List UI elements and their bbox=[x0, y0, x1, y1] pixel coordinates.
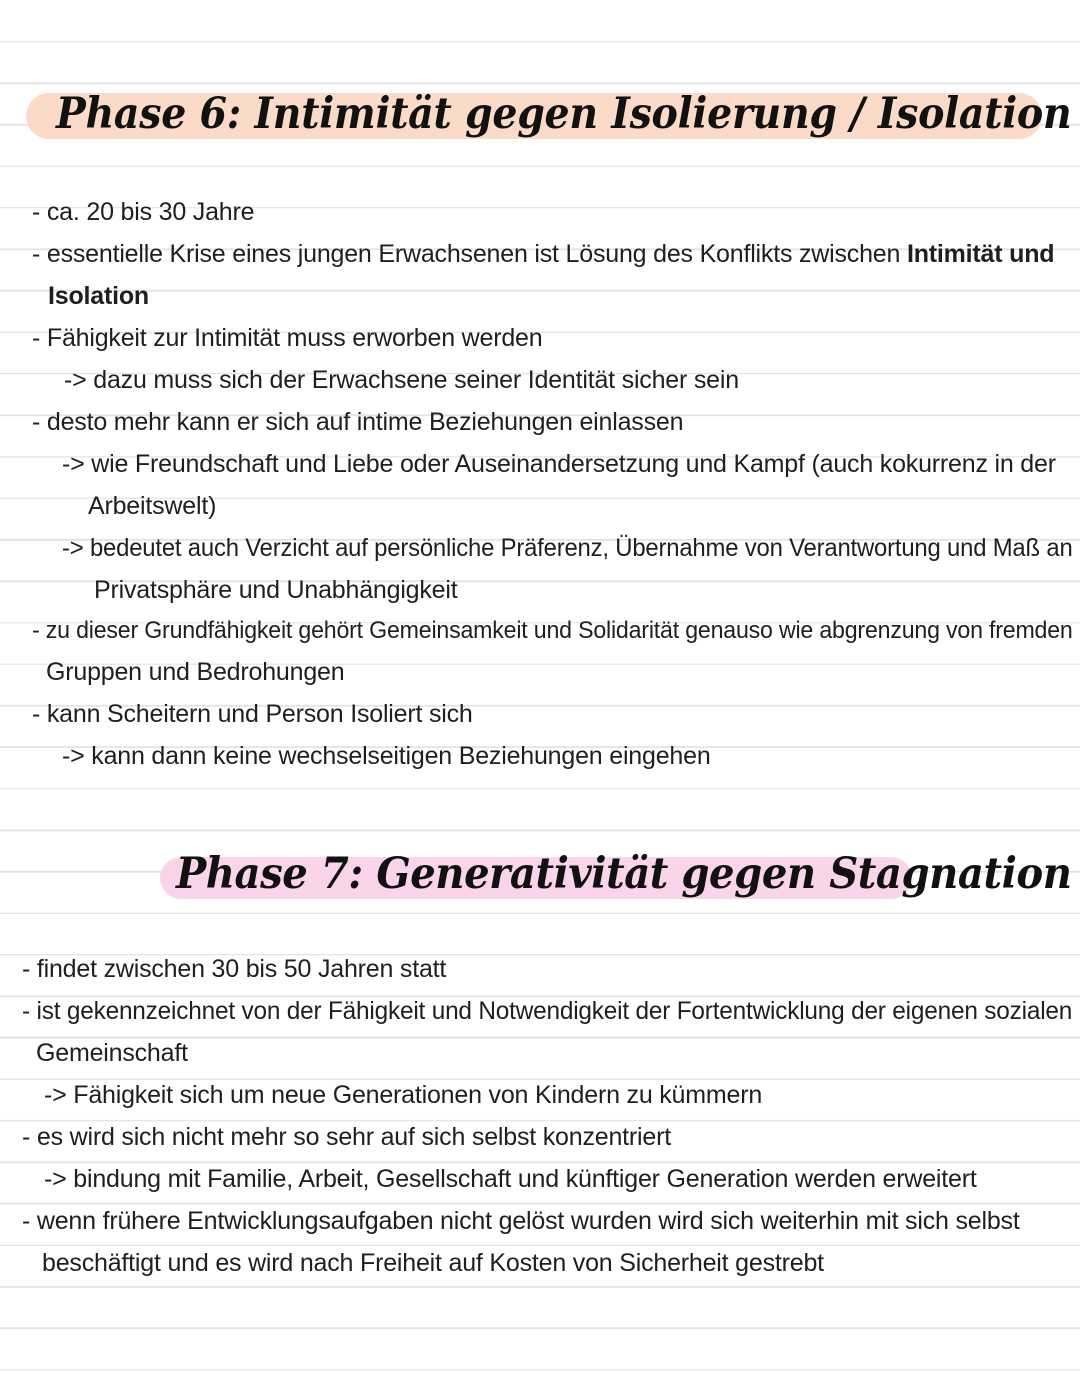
phase6-line-13: - kann Scheitern und Person Isoliert sich bbox=[32, 700, 473, 728]
phase7-line-7: - wenn frühere Entwicklungsaufgaben nicht gelöst wurden wird sich weiterhin mit sich selbst bbox=[22, 1207, 1020, 1235]
phase7-line-3: Gemeinschaft bbox=[36, 1039, 188, 1067]
phase6-line-5: -> dazu muss sich der Erwachsene seiner Identität sicher sein bbox=[64, 366, 739, 394]
phase6-title: Phase 6: Intimität gegen Isolierung / Isolation bbox=[56, 89, 1072, 139]
phase6-line-2-text: - essentielle Krise eines jungen Erwachsenen ist Lösung des Konflikts zwischen bbox=[32, 240, 907, 268]
phase7-line-8: beschäftigt und es wird nach Freiheit auf Kosten von Sicherheit gestrebt bbox=[42, 1249, 824, 1277]
phase6-line-1: - ca. 20 bis 30 Jahre bbox=[32, 198, 255, 226]
phase6-bold-text: Intimität und bbox=[906, 240, 1055, 268]
phase7-line-6: -> bindung mit Familie, Arbeit, Gesellschaft und künftiger Generation werden erweitert bbox=[44, 1165, 977, 1193]
phase7-line-4: -> Fähigkeit sich um neue Generationen von Kindern zu kümmern bbox=[44, 1081, 763, 1109]
phase6-line-11: - zu dieser Grundfähigkeit gehört Gemeinsamkeit und Solidarität genauso wie abgrenzung von fremden bbox=[32, 617, 1073, 644]
phase7-line-1: - findet zwischen 30 bis 50 Jahren statt bbox=[22, 955, 447, 983]
phase6-line-2 bbox=[32, 240, 1054, 269]
phase7-line-5: - es wird sich nicht mehr so sehr auf sich selbst konzentriert bbox=[22, 1123, 671, 1151]
phase6-line-10: Privatsphäre und Unabhängigkeit bbox=[94, 576, 458, 604]
phase6-line-6: - desto mehr kann er sich auf intime Beziehungen einlassen bbox=[32, 408, 684, 436]
phase6-line-3 bbox=[48, 282, 149, 311]
phase6-line-12: Gruppen und Bedrohungen bbox=[46, 658, 345, 686]
phase7-line-2: - ist gekennzeichnet von der Fähigkeit und Notwendigkeit der Fortentwicklung der eigenen sozialen bbox=[22, 997, 1073, 1025]
phase6-line-9: -> bedeutet auch Verzicht auf persönliche Präferenz, Übernahme von Verantwortung und Maß an bbox=[62, 534, 1073, 562]
phase6-bold-isolation: Isolation bbox=[48, 282, 149, 310]
phase6-line-4: - Fähigkeit zur Intimität muss erworben werden bbox=[32, 324, 543, 352]
phase7-title: Phase 7: Generativität gegen Stagnation bbox=[176, 849, 1072, 899]
phase6-line-8: Arbeitswelt) bbox=[88, 492, 217, 520]
phase6-line-7: -> wie Freundschaft und Liebe oder Auseinandersetzung und Kampf (auch kokurrenz in der bbox=[62, 450, 1056, 478]
phase6-line-14: -> kann dann keine wechselseitigen Beziehungen eingehen bbox=[62, 742, 711, 770]
